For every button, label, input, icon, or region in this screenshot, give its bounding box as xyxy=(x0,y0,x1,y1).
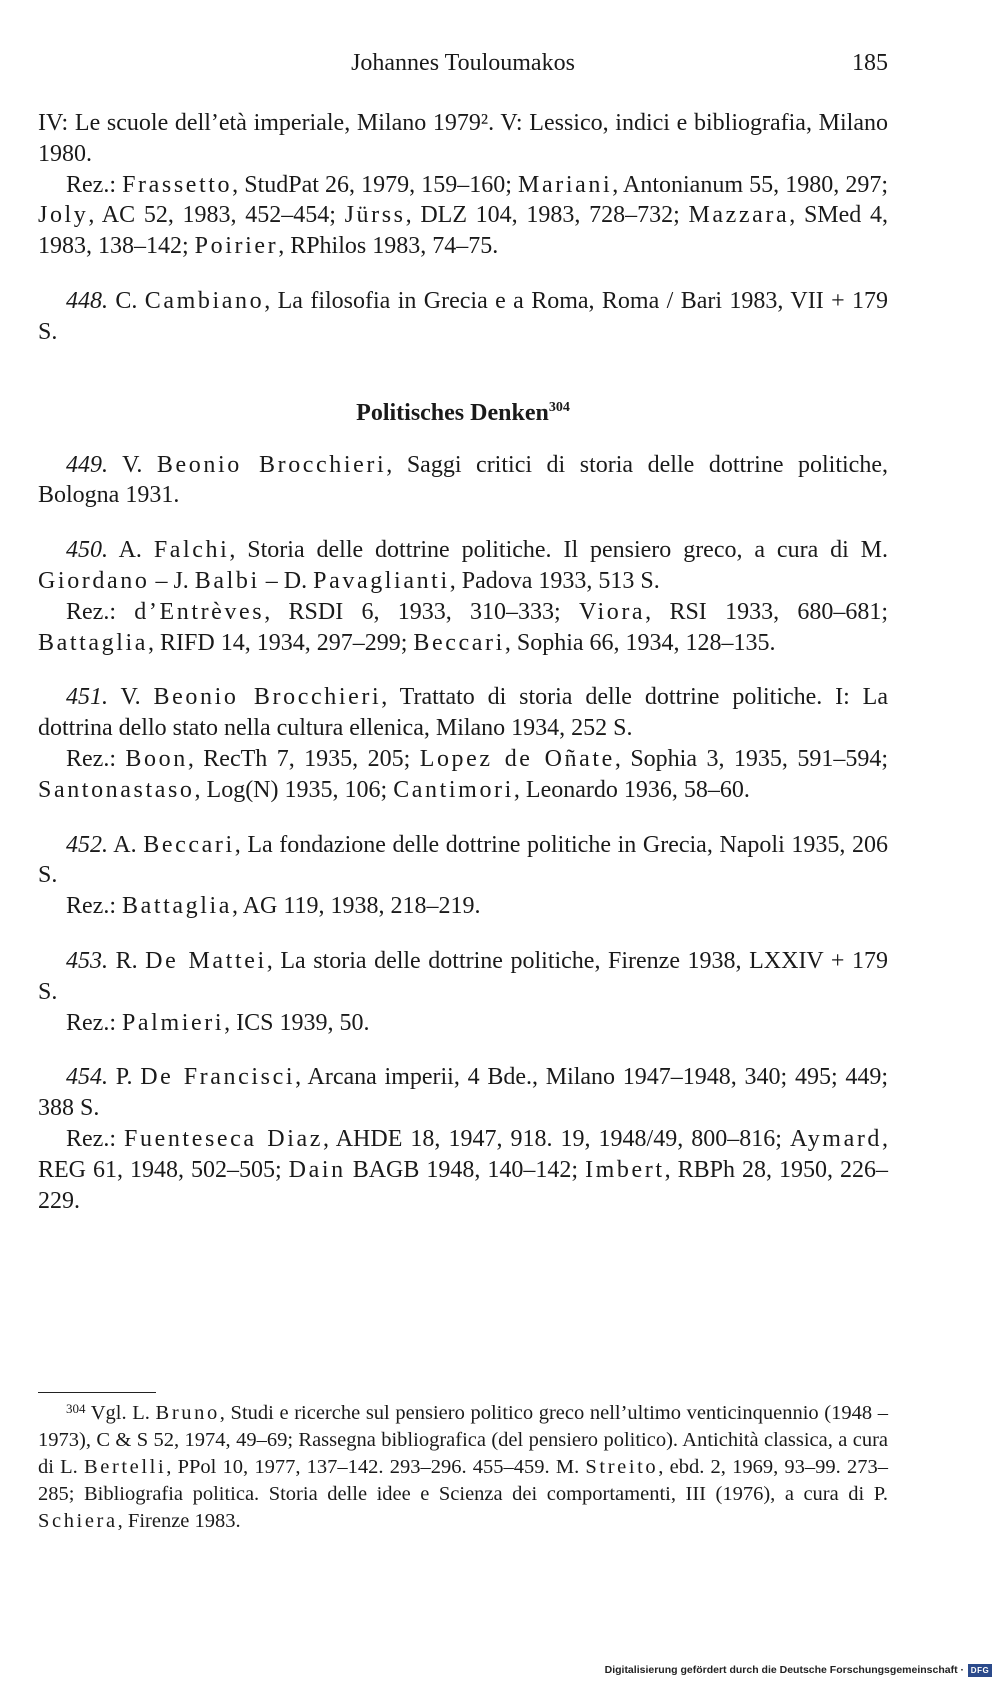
footnote-author: Bertelli xyxy=(83,1456,167,1478)
reviewer-name: Viora xyxy=(578,598,646,625)
entry-author: Falchi xyxy=(153,537,230,564)
watermark-text: Digitalisierung gefördert durch die Deutsche Forschungsgemeinschaft · xyxy=(604,1664,964,1676)
entry-number: 451. xyxy=(66,684,108,711)
main-text xyxy=(38,108,888,1216)
reviewer-name: d’Entrèves xyxy=(134,598,265,625)
footnote-reference: 304 xyxy=(548,399,570,415)
section-heading: Politisches Denken$^{304}$ xyxy=(356,399,570,426)
bibliography-entry-continuation xyxy=(38,108,888,262)
entry-text: 450. A. Falchi, Storia delle dottrine politiche. Il pensiero greco, a cura di M. Giordano – J. Balbi – D. Pavaglianti, Padova 1933, 513 S. xyxy=(38,537,889,594)
entry-author: De Francisci xyxy=(140,1064,296,1091)
bibliography-entry-451 xyxy=(38,682,888,805)
entry-text: 454. P. De Francisci, Arcana imperii, 4 Bde., Milano 1947–1948, 340; 495; 449; 388 S. xyxy=(38,1064,889,1122)
entry-number: 454. xyxy=(66,1064,108,1091)
entry-author: De Mattei xyxy=(145,947,267,974)
page-number: 185 xyxy=(852,50,888,76)
footnote-marker: 304 xyxy=(66,1401,86,1416)
reviewer-name: Dain xyxy=(288,1156,346,1183)
reviewer-name: Poirier xyxy=(194,233,279,260)
entry-author: Beonio Brocchieri xyxy=(156,451,387,478)
reviewer-name: Fuenteseca Diaz xyxy=(124,1125,323,1152)
entry-text: 448. C. Cambiano, La filosofia in Grecia e a Roma, Roma / Bari 1983, VII + 179 S. xyxy=(38,287,888,345)
review-list: Rez.: Fuenteseca Diaz, AHDE 18, 1947, 918. 19, 1948/49, 800–816; Aymard, REG 61, 1948, 502–505; Dain BAGB 1948, 140–142; Imbert, RBPh 28, 1950, 226–229. xyxy=(38,1125,889,1214)
bibliography-entry-452 xyxy=(38,830,888,922)
entry-number: 452. xyxy=(66,831,108,858)
entry-text: 449. V. Beonio Brocchieri, Saggi critici di storia delle dottrine politiche, Bologna 1931. xyxy=(38,451,888,509)
running-header-author: Johannes Touloumakos xyxy=(351,50,575,76)
footnote-divider xyxy=(38,1392,156,1393)
entry-text: IV: Le scuole dell’età imperiale, Milano 1979². V: Lessico, indici e bibliografia, Milano 1980. xyxy=(38,110,888,167)
footnote-author: Streito xyxy=(585,1456,659,1478)
reviewer-name: Frassetto xyxy=(122,171,233,198)
reviewer-name: Imbert xyxy=(585,1156,665,1183)
entry-number: 448. xyxy=(66,287,108,314)
entry-number: 453. xyxy=(66,947,108,974)
reviewer-name: Boon xyxy=(125,745,188,772)
entry-author: Beccari xyxy=(143,831,235,858)
bibliography-entry-454 xyxy=(38,1062,888,1216)
review-list: Rez.: d’Entrèves, RSDI 6, 1933, 310–333; Viora, RSI 1933, 680–681; Battaglia, RIFD 14, 1934, 297–299; Beccari, Sophia 66, 1934, 128–135. xyxy=(38,598,889,656)
running-header xyxy=(38,50,888,84)
bibliography-entry-453 xyxy=(38,946,888,1038)
footnote-author: Bruno xyxy=(155,1402,220,1424)
entry-text: 453. R. De Mattei, La storia delle dottrine politiche, Firenze 1938, LXXIV + 179 S. xyxy=(38,947,888,1005)
reviewer-name: Palmieri xyxy=(121,1009,225,1036)
reviewer-name: Jürss xyxy=(344,202,406,229)
entry-number: 450. xyxy=(66,537,108,564)
entry-editor: Giordano xyxy=(38,567,150,594)
entry-number: 449. xyxy=(66,451,108,478)
reviewer-name: Beccari xyxy=(413,629,505,656)
review-list: Rez.: Frassetto, StudPat 26, 1979, 159–160; Mariani, Antonianum 55, 1980, 297; Joly, AC 52, 1983, 452–454; Jürss, DLZ 104, 1983, 728–732; Mazzara, SMed 4, 1983, 138–142; Poirier, RPhilos 1983, 74–75. xyxy=(38,171,888,260)
reviewer-name: Santonastaso xyxy=(38,776,195,803)
bibliography-entry-448 xyxy=(38,286,888,348)
entry-author: Beonio Brocchieri xyxy=(153,684,382,711)
reviewer-name: Lopez de Oñate xyxy=(419,745,615,772)
entry-editor: Balbi xyxy=(194,567,260,594)
reviewer-name: Mazzara xyxy=(688,202,790,229)
reviewer-name: Aymard xyxy=(789,1125,883,1152)
footnote-304: $^{304}$ Vgl. L. Bruno, Studi e ricerche sul pensiero politico greco nell’ultimo venticinquennio (1948 – 1973), C & S 52, 1974, 49–69; Rassegna bibliografica (del pensiero politico). Antichità classica, a cura di L. Bertelli, PPol 10, 1977, 137–142. 293–296. 455–459. M. Streito, ebd. 2, 1969, 93–99. 273–285; Bibliografia politica. Storia delle idee e Scienza dei comportamenti, III (1976), a cura di P. Schiera, Firenze 1983. xyxy=(38,1401,889,1532)
reviewer-name: Battaglia xyxy=(38,629,149,656)
entry-text: 452. A. Beccari, La fondazione delle dottrine politiche in Grecia, Napoli 1935, 206 S. xyxy=(38,831,888,889)
review-list: Rez.: Boon, RecTh 7, 1935, 205; Lopez de Oñate, Sophia 3, 1935, 591–594; Santonastaso, Log(N) 1935, 106; Cantimori, Leonardo 1936, 58–60. xyxy=(38,745,888,803)
reviewer-name: Battaglia xyxy=(121,893,233,920)
bibliography-entry-449 xyxy=(38,450,888,512)
review-list: Rez.: Palmieri, ICS 1939, 50. xyxy=(66,1009,370,1036)
entry-text: 451. V. Beonio Brocchieri, Trattato di storia delle dottrine politiche. I: La dottrina dello stato nella cultura ellenica, Milano 1934, 252 S. xyxy=(38,684,888,742)
entry-editor: Pavaglianti xyxy=(313,567,450,594)
entry-author: Cambiano xyxy=(144,287,265,314)
review-list: Rez.: Battaglia, AG 119, 1938, 218–219. xyxy=(66,893,481,920)
reviewer-name: Cantimori xyxy=(393,776,514,803)
dfg-logo-icon: DFG xyxy=(968,1664,992,1677)
digitization-watermark xyxy=(605,1661,992,1679)
reviewer-name: Joly xyxy=(38,202,89,229)
footnote-author: Schiera xyxy=(38,1510,118,1532)
reviewer-name: Mariani xyxy=(518,171,613,198)
bibliography-entry-450 xyxy=(38,535,888,658)
